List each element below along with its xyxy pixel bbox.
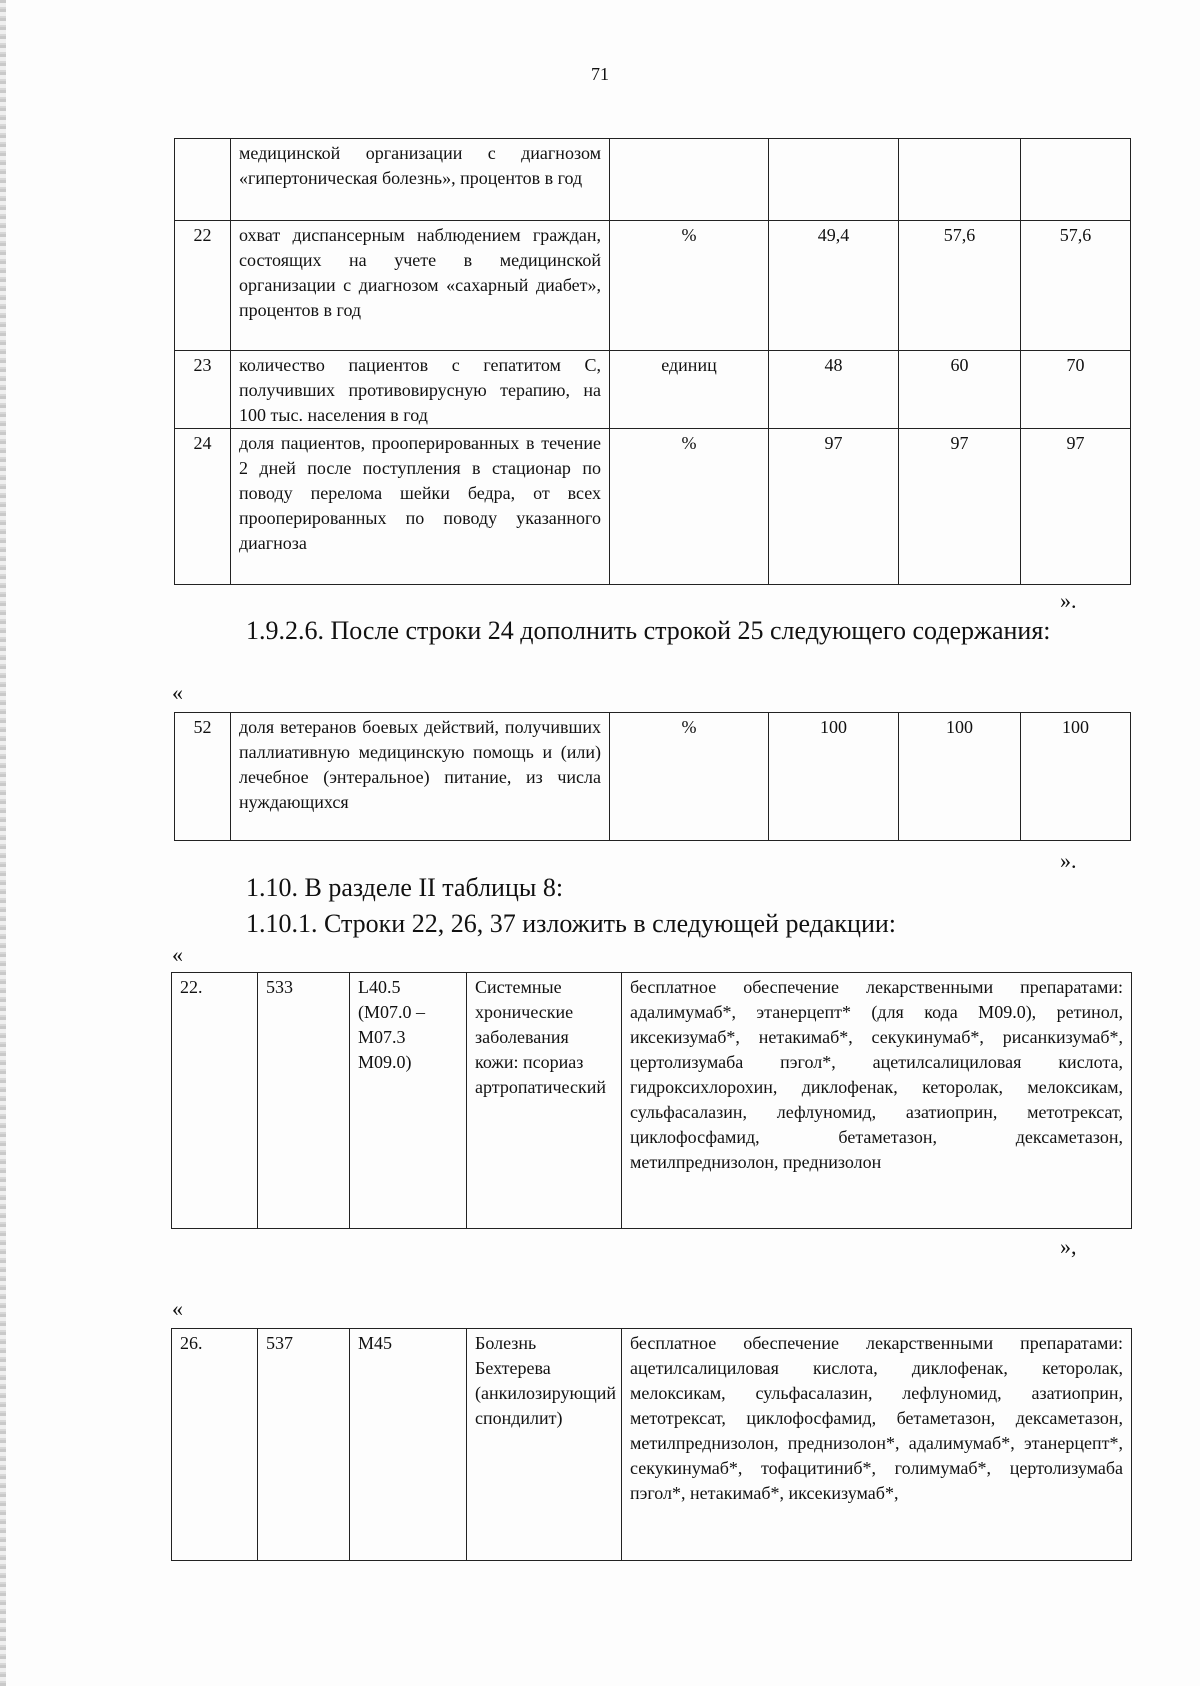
- table-row: [175, 139, 1131, 221]
- heading-1-10-1: 1.10.1. Строки 22, 26, 37 изложить в следующей редакции:: [246, 909, 897, 938]
- indicators-table: [174, 138, 1131, 585]
- row-number: 23: [175, 351, 231, 429]
- paragraph-1-9-2-6: 1.9.2.6. После строки 24 дополнить строкой 25 следующего содержания:: [246, 616, 1051, 645]
- provision-cell: бесплатное обеспечение лекарственными препаратами: адалимумаб*, этанерцепт* (для кода M09.0), ретинол, иксекизумаб*, нетакимаб*, секукинумаб*, рисанкизумаб*, цертолизумаба пэгол*, ацетилсалициловая кислота, гидроксихлорохин, диклофенак, кеторолак, мелоксикам, сульфасалазин, лефлуномид, азатиоприн, метотрексат, циклофосфамид, бетаметазон, дексаметазон, метилпреднизолон, преднизолон: [622, 973, 1132, 1229]
- unit-cell: %: [610, 429, 769, 585]
- unit-cell: %: [610, 713, 769, 841]
- table-row: [172, 1329, 1132, 1561]
- value-cell: 100: [769, 713, 899, 841]
- value-cell: [769, 139, 899, 221]
- row-number: 22: [175, 221, 231, 351]
- indicator-text: охват диспансерным наблюдением граждан, состоящих на учете в медицинской организации с диагнозом «сахарный диабет», процентов в год: [231, 221, 610, 351]
- closing-quote: ».: [1060, 848, 1077, 873]
- value-cell: 97: [1021, 429, 1131, 585]
- inserted-row-table: [174, 712, 1131, 841]
- value-cell: 57,6: [899, 221, 1021, 351]
- indicator-text: доля ветеранов боевых действий, получивших паллиативную медицинскую помощь и (или) лечебное (энтеральное) питание, из числа нуждающихся: [231, 713, 610, 841]
- value-cell: 49,4: [769, 221, 899, 351]
- unit-cell: [610, 139, 769, 221]
- value-cell: 70: [1021, 351, 1131, 429]
- heading-1-10: 1.10. В разделе II таблицы 8:: [246, 873, 564, 902]
- table8-row-26: [171, 1328, 1132, 1561]
- value-cell: 97: [769, 429, 899, 585]
- table-row: [175, 713, 1131, 841]
- code-cell: 533: [258, 973, 350, 1229]
- closing-quote: »,: [1060, 1234, 1077, 1259]
- provision-cell: бесплатное обеспечение лекарственными препаратами: ацетилсалициловая кислота, диклофенак, кеторолак, мелоксикам, сульфасалазин, лефлуномид, азатиоприн, метотрексат, циклофосфамид, бетаметазон, дексаметазон, метилпреднизолон, преднизолон*, адалимумаб*, этанерцепт*, секукинумаб*, тофацитиниб*, голимумаб*, цертолизумаба пэгол*, нетакимаб*, иксекизумаб*,: [622, 1329, 1132, 1561]
- code-cell: 537: [258, 1329, 350, 1561]
- value-cell: 100: [899, 713, 1021, 841]
- closing-quote: ».: [1060, 588, 1077, 613]
- value-cell: 48: [769, 351, 899, 429]
- scan-edge: [0, 0, 6, 1686]
- opening-quote: «: [172, 1296, 183, 1321]
- value-cell: 100: [1021, 713, 1131, 841]
- disease-cell: Болезнь Бехтерева (анкилозирующий спондилит): [467, 1329, 622, 1561]
- opening-quote: «: [172, 942, 183, 967]
- icd-code-cell: L40.5 (M07.0 – M07.3 M09.0): [350, 973, 467, 1229]
- indicator-text: медицинской организации с диагнозом «гипертоническая болезнь», процентов в год: [231, 139, 610, 221]
- unit-cell: единиц: [610, 351, 769, 429]
- table-row: [175, 429, 1131, 585]
- row-number: 22.: [172, 973, 258, 1229]
- table-row: [175, 351, 1131, 429]
- row-number: [175, 139, 231, 221]
- unit-cell: %: [610, 221, 769, 351]
- table8-row-22: [171, 972, 1132, 1229]
- value-cell: [899, 139, 1021, 221]
- row-number: 26.: [172, 1329, 258, 1561]
- table-row: [175, 221, 1131, 351]
- opening-quote: «: [172, 680, 183, 705]
- page-number: 71: [591, 64, 609, 84]
- value-cell: [1021, 139, 1131, 221]
- value-cell: 97: [899, 429, 1021, 585]
- row-number: 24: [175, 429, 231, 585]
- value-cell: 60: [899, 351, 1021, 429]
- icd-code-cell: M45: [350, 1329, 467, 1561]
- disease-cell: Системные хронические заболевания кожи: псориаз артропатический: [467, 973, 622, 1229]
- indicator-text: доля пациентов, прооперированных в течение 2 дней после поступления в стационар по поводу перелома шейки бедра, от всех прооперированных по поводу указанного диагноза: [231, 429, 610, 585]
- row-number: 52: [175, 713, 231, 841]
- value-cell: 57,6: [1021, 221, 1131, 351]
- indicator-text: количество пациентов с гепатитом С, получивших противовирусную терапию, на 100 тыс. населения в год: [231, 351, 610, 429]
- table-row: [172, 973, 1132, 1229]
